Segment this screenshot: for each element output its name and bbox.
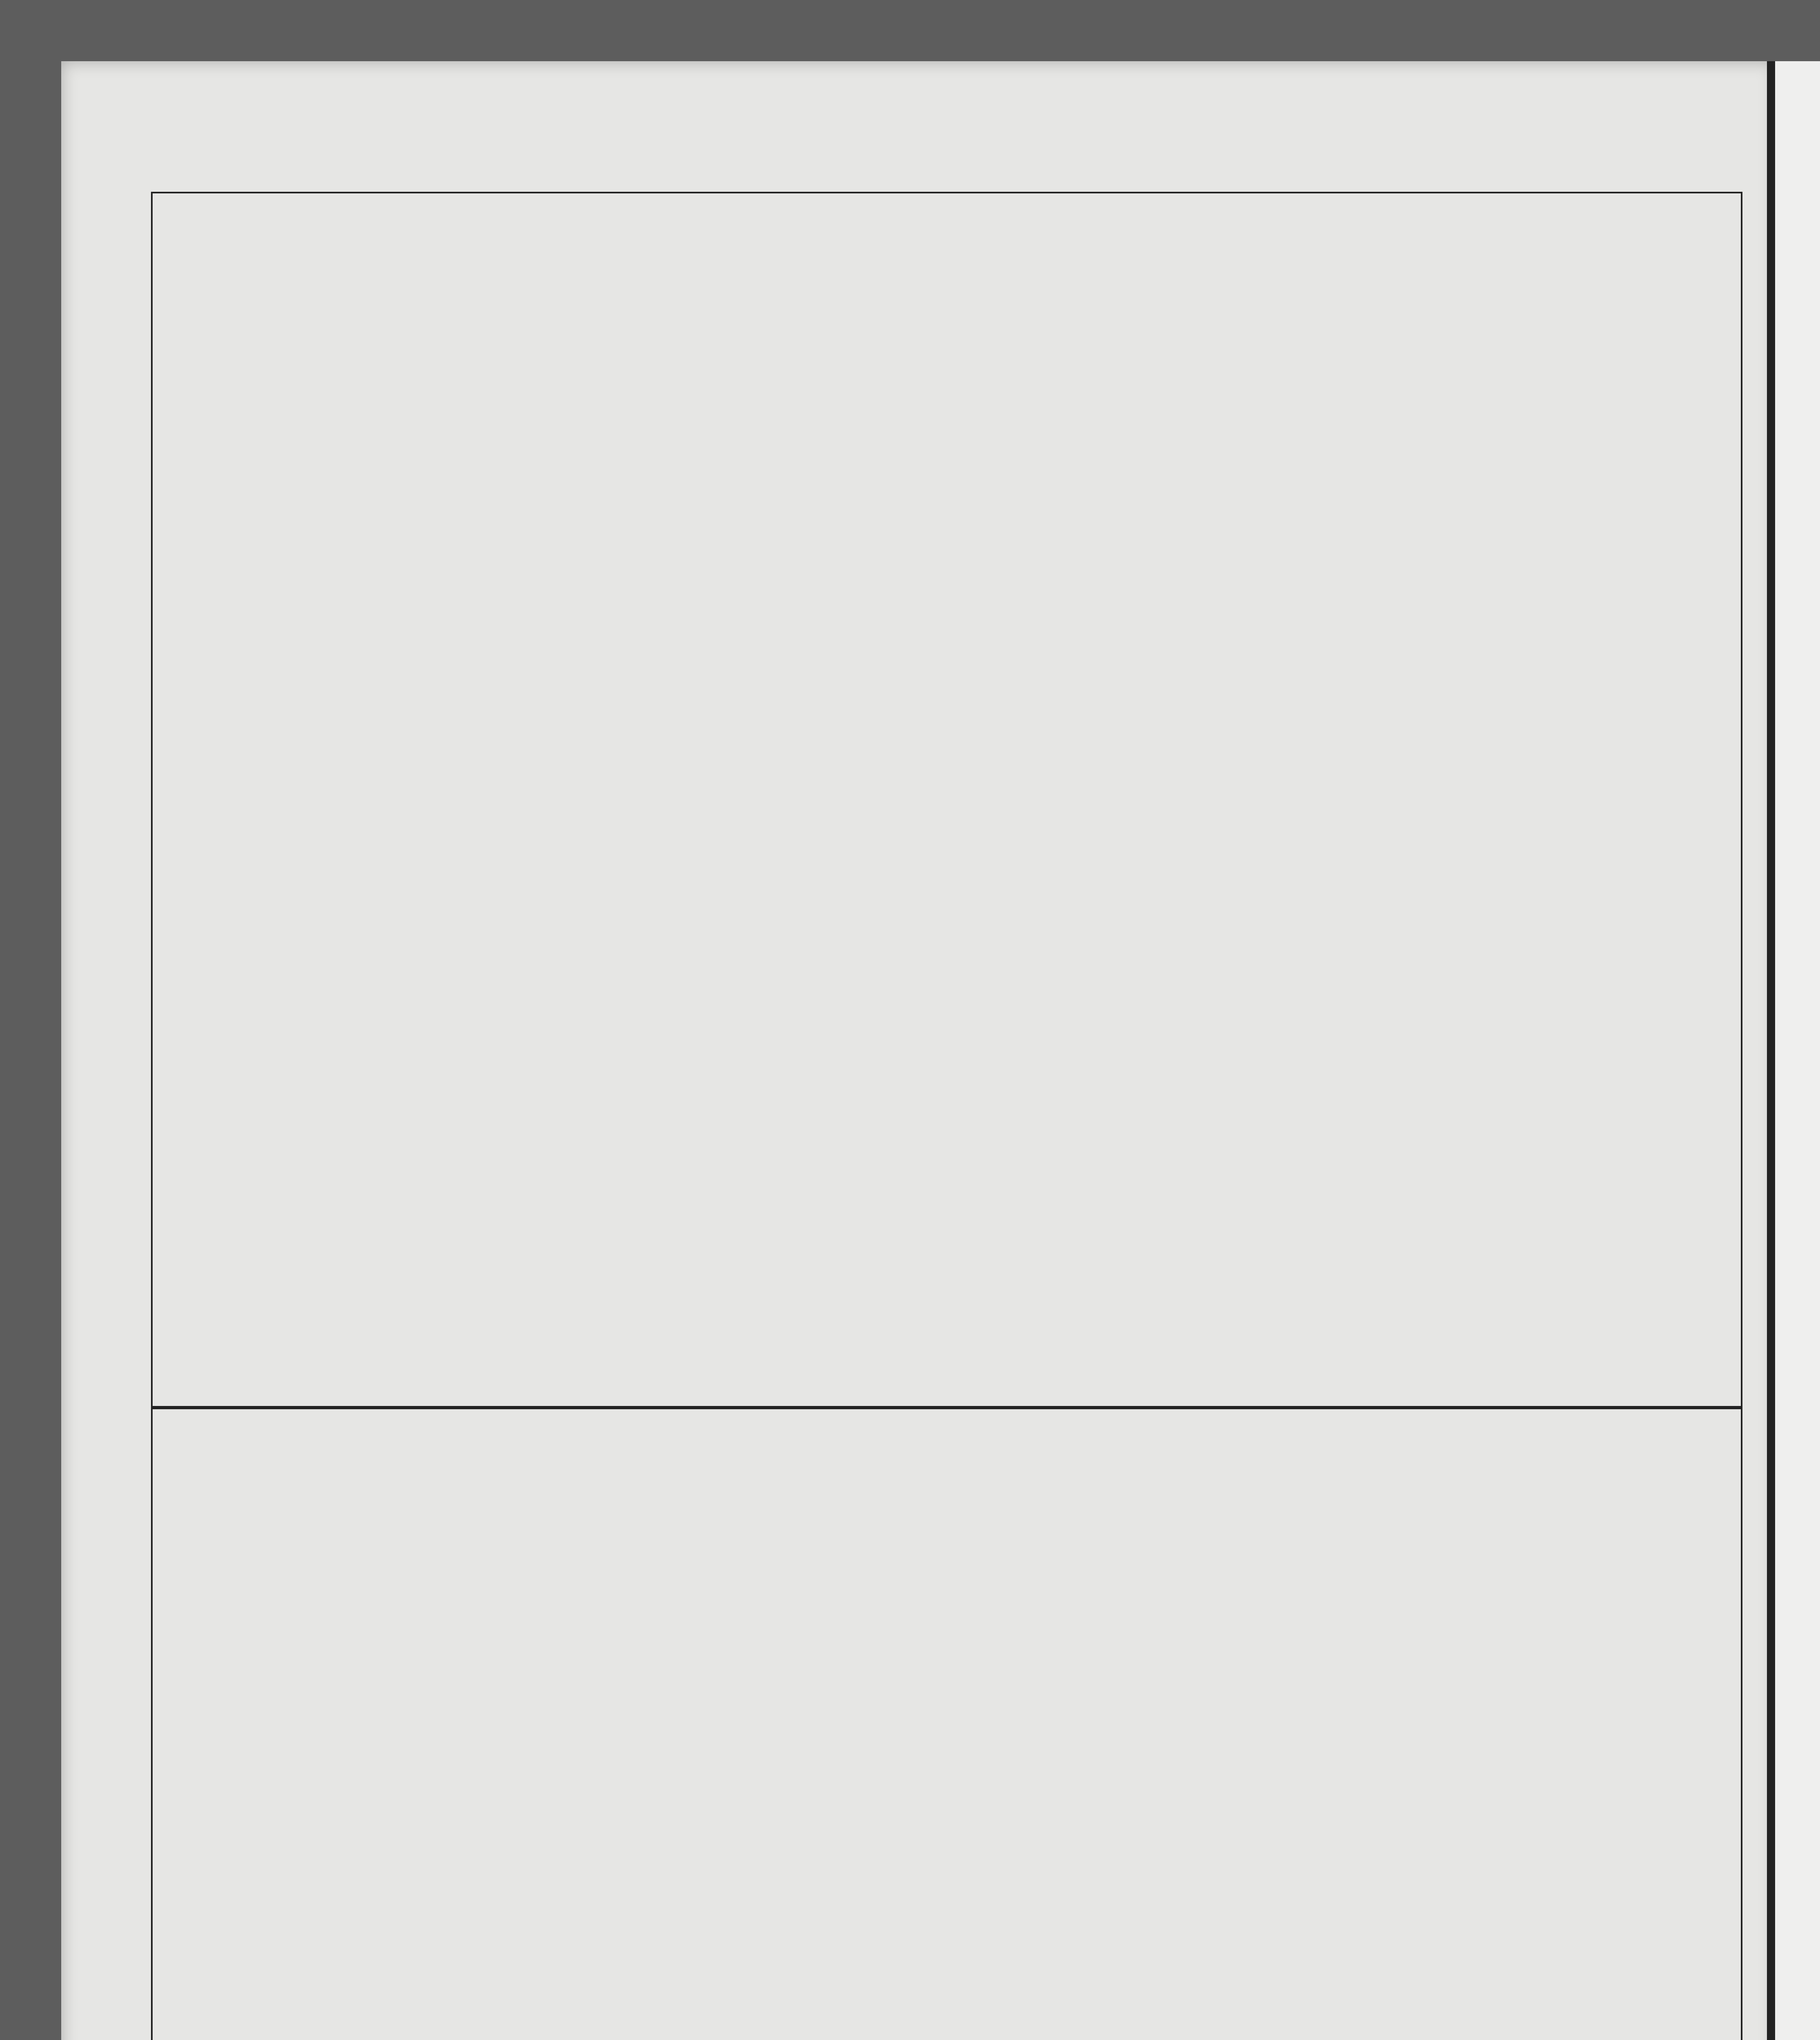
page-header: [98, 159, 1722, 192]
next-page-edge: [1775, 61, 1820, 2040]
french-values-table: [151, 1408, 1742, 2040]
foreign-values-table: [151, 192, 1742, 1408]
